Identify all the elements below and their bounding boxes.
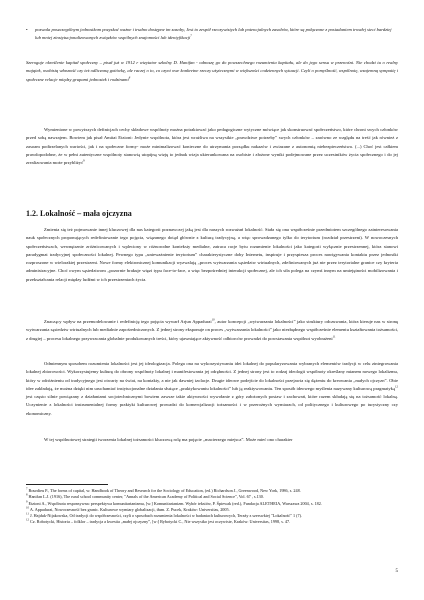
section-heading: 1.2. Lokalność – mała ojczyzna: [26, 209, 132, 218]
footnote-divider: [26, 484, 108, 485]
paragraph: [26, 318, 398, 343]
block-quote: [26, 59, 398, 84]
footnote-ref: 9: [83, 158, 85, 163]
paragraph-text: Znaczący wpływ na przemodelowanie i redefinicję tego pojęcia wywarł Arjun Appadurai: [44, 319, 212, 324]
footnote-ref: 12: [395, 384, 398, 389]
footnote-number: 7: [26, 486, 28, 491]
paragraph-text: Wymienione w powyższych definicjach cechy składowe wspólnoty można potraktować jako pedagogiczne wytyczne mówiące jak skonstruować społeczeństwo, które chroni swych członków przed sobą nawzajem. Bowiem jak pisał Amitai Etzioni: Jedynie wspólnota, która jest wrażliwa na wszystkie „prawdziwe potrzeby” swych członków – zarówno ze względu na treść jak również z zasoam podtrzelanych wartości, jak i na społeczne formy- może minimalizować konieczne do utrzymania porządku nakazów i zwiazane z autonomią niebezpieczeństwa. (...) Choć jest całkiem prawdopodobne, że w pełni autentyczne wspólnoty stanowią utopijną wizję to jednak wizja ukierunkowana na osobiste i złożone wyniki podejmowane przez uczestników życia społecznego i do jej zrealizowania może przybliżyć: [26, 127, 398, 166]
quote-text: Szeroguje określenie kapitał społeczny – pisał już w 1912 r wizytator szkolny D. Hanifan - odnoszę go do powszechnego rozumienia kapitału, ale do jego sensu w przenośni. Nie chodzi tu o realny majątek, osobistą własność czy też odliczoną gotówkę, ale raczej o to, co czyni owe konkretne rzeczy użytecznymi w większości codziennych sytuacji. Czyli o pomyślność, wspólnotę, wzajemną sympatię i społeczne relacje między grupami jednostek i rodzinami: [26, 60, 398, 82]
footnote-text: Hanifan L.J. (1916), The rural school community center, "Annals of the American Academy of Political and Social Science", Vol. 67 , s.130.: [28, 494, 264, 500]
bullet-text: [35, 26, 396, 43]
footnote-text: A. Appadurai, Nowoczesność bez granic. Kulturowe wymiary globalizacji, tłum. Z. Pucek, Kraków: Universitas, 2005.: [29, 506, 230, 512]
paragraph: W tej wspólnotowej strategii tworzenia lokalnej tożsamości kluczową rolę ma pojęcie „macierzego miejsca”. Może mieć ono charakter: [44, 437, 293, 442]
paragraph: [26, 126, 398, 167]
paragraph: Zmienia się też pojmowanie innej kluczowej dla nas kategorii poznawczej jaką jest dla naszych rozważań lokalność. Stała się ona współcześnie przedmiotem szczególnego zainteresowania nauk społecznych proponujących redefiniowanie tego pojęcia, wiązanego dotąd głównie z kulturą tradycyjną, a więc sprowadzanego tylko do terytorium (rozdział przestrzeni). W nowoczesnych społeczeństwach, wewnętrznie zróżnicowanych i wpleciony w różnorodne konteksty medialne, zatraca racje bytu rozumienie lokalności jako kategorii wyłącznie przestrzennej, która stanowi paradygmat tradycyjnej społeczności lokalnej. Pewnego typu „unieważnienie terytorium” charakterystyczne doby Internetu, inspiruje i przyspiesza proces nawigywania kontaktu przez jednostki rozproszone w wielorakiej przestrzeni. Nowe formy elektronicznej komunikacji wyzwalają „proces wytwarzania sąsiedztw wirtualnych, zdefiniowanych już nie przez terytorialne granice czy kryteria administracyjne. Choć owym sąsiedztwom „pozornie brakuje więzi typu face-to-face, a więc bezpośredniej interakcji społecznej, ale ich siła polega na czymś innym na umiejętności mobilizowania i przekształcania relacji między ludźmi w ich przestrzeniach życia.: [26, 227, 398, 282]
bullet-text-content: pozwala poszczególnym jednostkom pozyskać ważne i trudno dostępne im zasoby, Jest to zespół rzeczywistych lub potencjalnych zasobów, które są połączone z posiadaniem trwałej sieci bardziej lub mniej zinstytucjonalizowanych związków wspólnych znajomości lub identyfikacji: [35, 27, 392, 41]
footnote: [26, 519, 398, 525]
footnotes: [26, 488, 398, 526]
footnote-ref: 11: [332, 334, 336, 339]
footnote-number: 8: [26, 492, 28, 497]
footnote-ref: 7: [190, 33, 192, 38]
paragraph-text: Odmiennym sposobem rozumienia lokalności jest jej ideologizacja. Polega ona na wykorzystywaniu idei lokalnej do popularyzowania wybranych elementów tradycji w celu zintegrowania lokalnej zbiorowości. Wykorzystujemy kulturę do obrony wspólnoty lokalnej i manifestowania jej odrębności. Z jednej strony jest to rodzaj ideologii wspólnoty określany mianem nowego lokalizmu, który w odróżnieniu od tradycyjnego jest otwarty na świat, na kontakty, a nie jak dawniej izolacje. Drugie ideowe podejście do lokalności przejawia się dążeniu do kreowania „małych ojczyzn”. Obie idee zakładają, że można dzięki nim uruchamiać instytucjonalne działania służące „praktykowaniu lokalności” lub ją reaktywowaniu. Ten sposób ideowego myślenia nazywany kulturową pragmatyką: [26, 361, 398, 391]
footnote-text: Cz. Robotycki, Historia – folklor – tradycja a kwestia „małej ojczyzny”, [w:] Rybotycki C., Nie wszystko jest oczywiste, Kraków: Universitas, 1998, s. 47.: [30, 519, 291, 525]
footnote-text: J. Hajduk-Nijakowska, Od tradycji do współczesności, czyli o sposobach rozumienia lokalności w badaniach kulturowych, Teraźy z szerswkiej "Lokalność" 1 (7).: [29, 513, 303, 519]
footnote-text: Etzioni A., Wspólnota responsywna: perspektywa komunitarianizmu, [w:] Komunitarianizm. Wybór tekstów, P. Śpiewak (red.), Fundacja ALETHEIA, Warszawa 2004, s. 182.: [28, 500, 322, 506]
paragraph: [26, 360, 398, 418]
footnote-number: 12: [26, 518, 29, 523]
paragraph-text: jest często silnie powiązany z działaniami socjotechnicznymi bowiem zawsze takie aktywności wywołanie z góry założonych postaw i zachowań, które razem składają się na tożsamość lokalną. Uczynienie z lokalności instrumentalnej formy praktyki kulturowej prowadzi do komercjalizacji tożsamości i w przerożnych wymiarach, od politycznego i kulturowego po turystyczny czy ekonomiczny.: [26, 394, 398, 416]
footnote-number: 9: [26, 499, 28, 504]
footnote-number: 10: [26, 505, 29, 510]
paragraph-text: , autor koncepcji „wytwarzania lokalności” jako struktury odczuwania, która kieruje nas w stronę wytwarzania sąsiedztw wirtualnych lub medialnie zapośredniczonych. Z jednej strony eksponuje on proces „wytwarzania lokalności” jako niezbędnego współcześnie elementu kształtowania tożsamości, z drugiej – procesu lokalnego przywracania globalnie produkowanych treści, który ujawniające aktywność odbiorców prowadzi do powstawania wspólnot wyobrażeni: [26, 319, 398, 341]
bullet-marker: •: [26, 27, 28, 32]
footnote-number: 11: [26, 511, 29, 516]
footnote-ref: 8: [128, 75, 131, 80]
page-number: 5: [395, 569, 398, 574]
footnote-text: Bourdieu P., The forms of capital, w: Handbook of Theory and Research for the Sociology of Education, (ed.) Richardson J., Greenwood, New York, 1986, s. 248.: [28, 488, 301, 493]
footnote-ref: 10: [211, 317, 215, 322]
bullet-item: [26, 26, 396, 43]
